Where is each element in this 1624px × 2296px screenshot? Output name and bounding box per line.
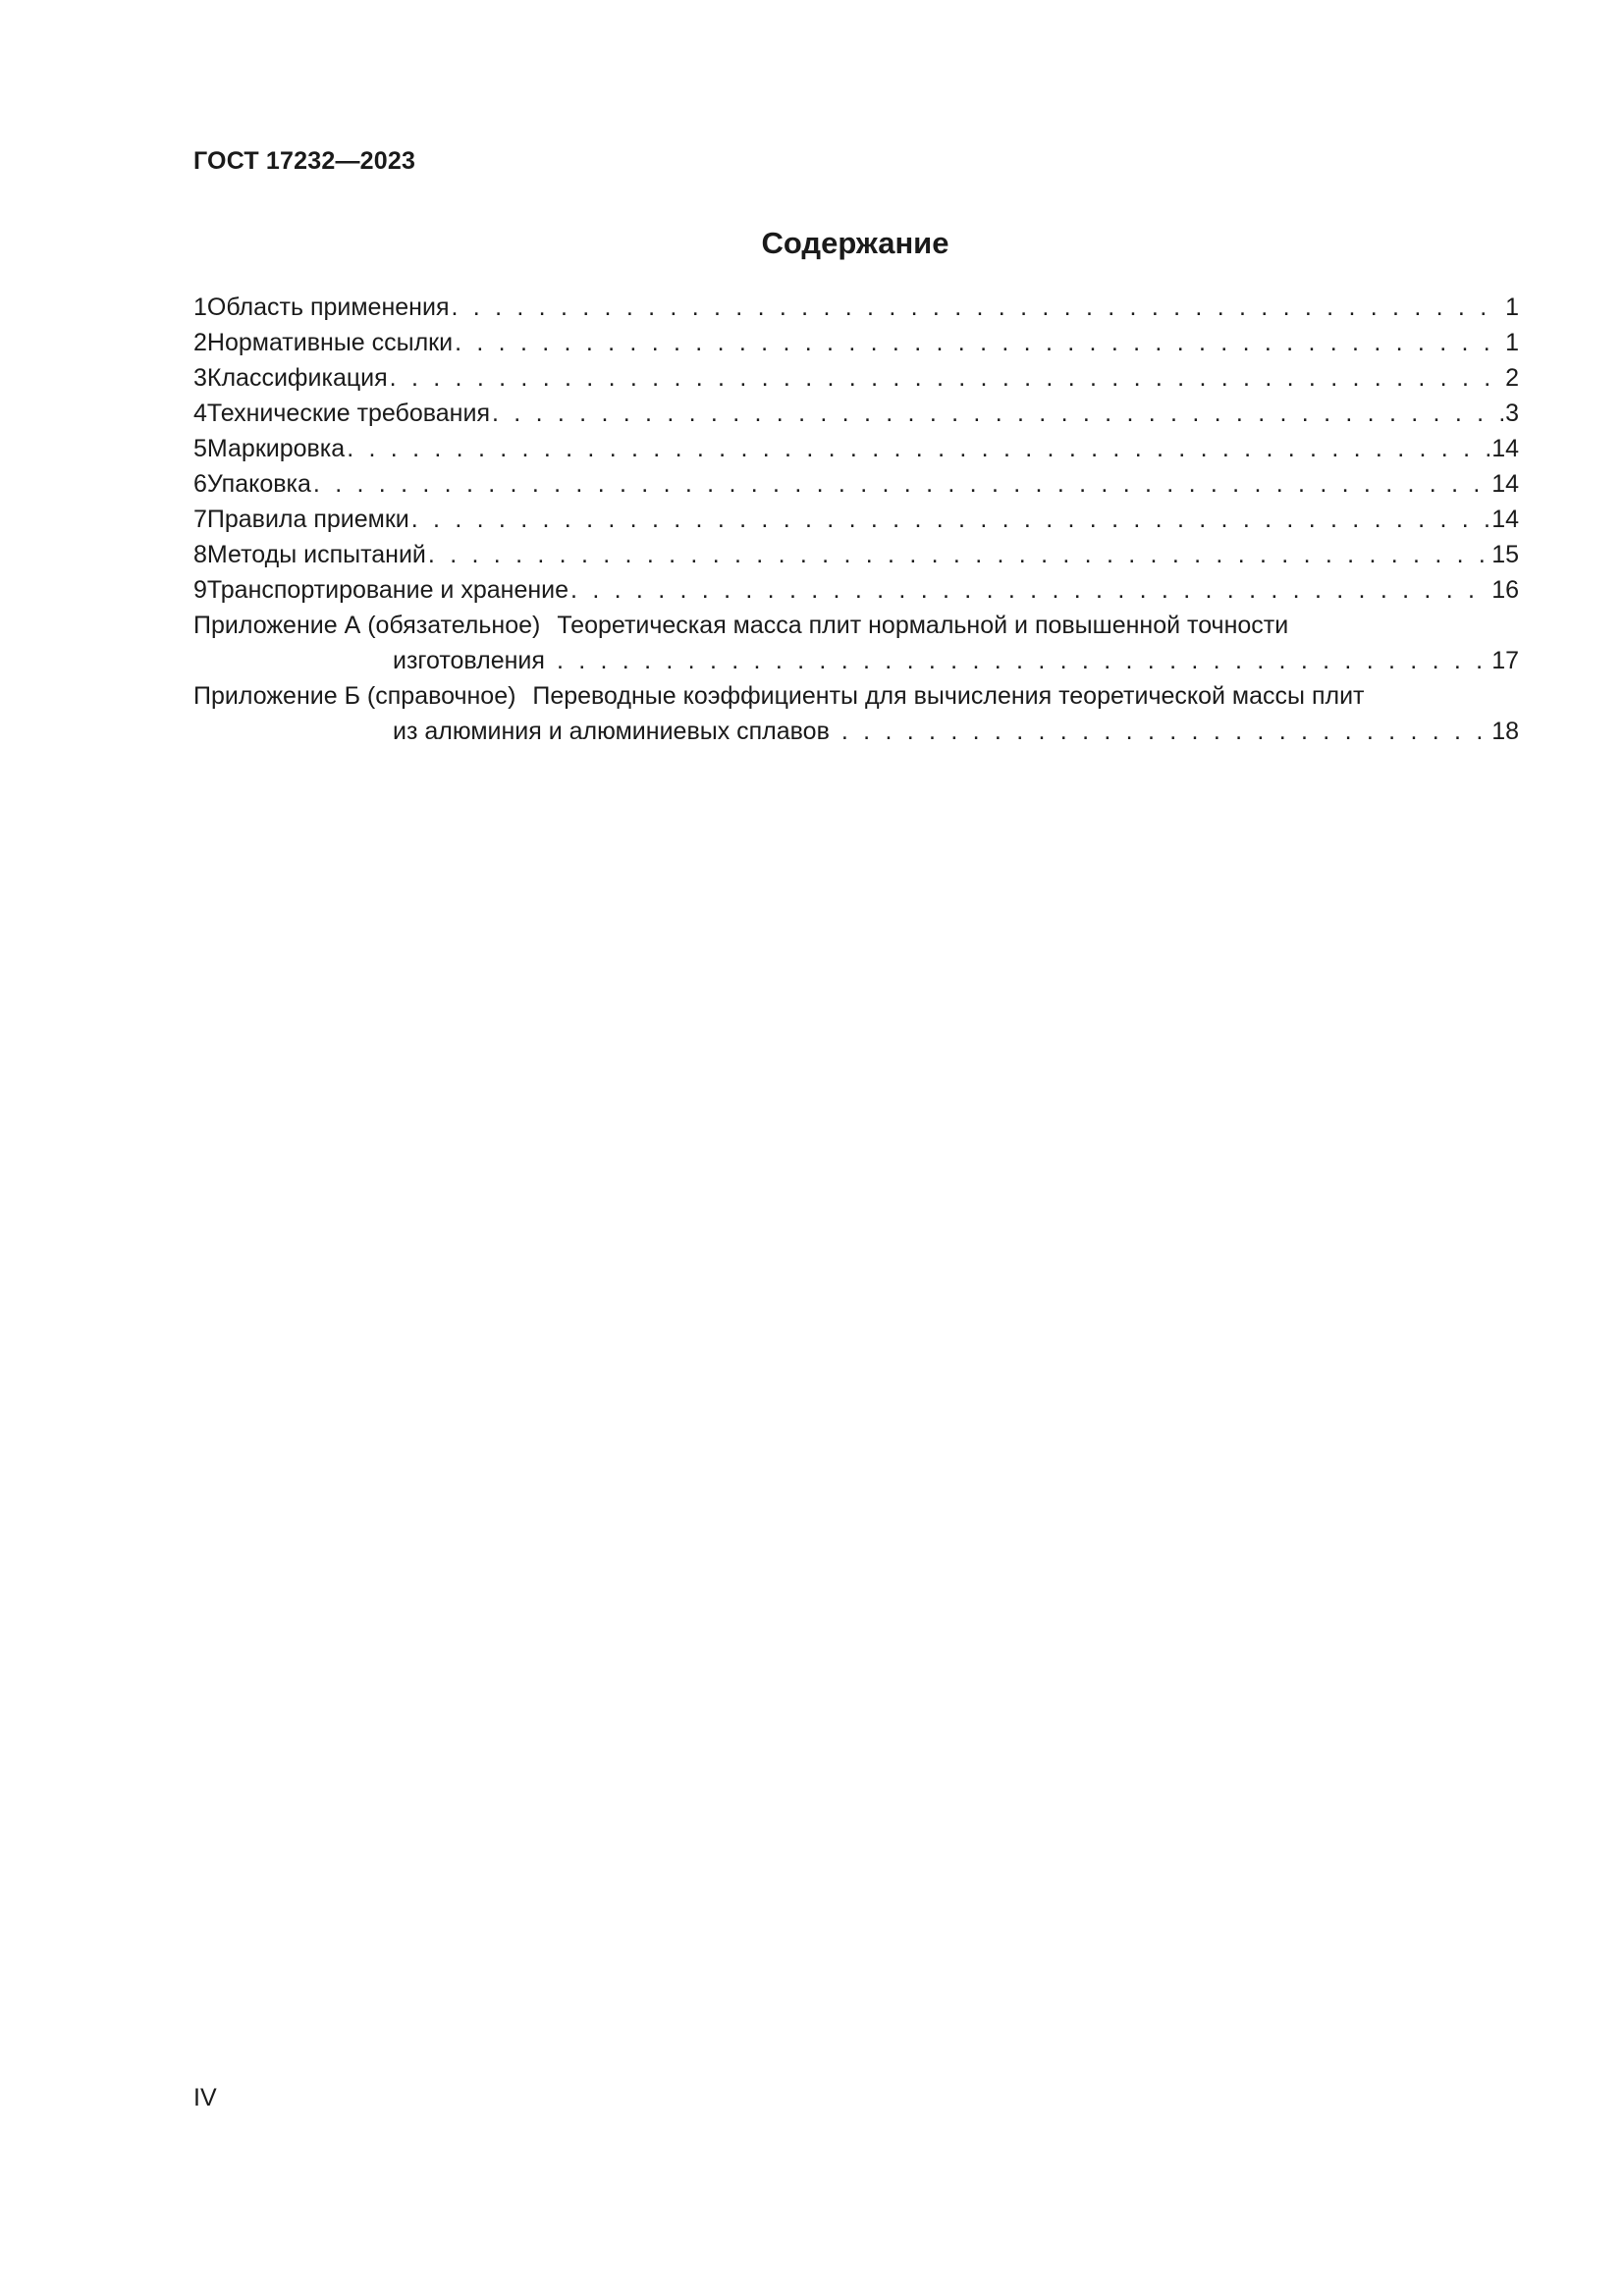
toc-entry[interactable] xyxy=(193,360,1519,396)
appendix-tag: Приложение Б (справочное) xyxy=(193,682,516,710)
toc-entry-number: 4 xyxy=(193,400,207,427)
dot-leader xyxy=(557,643,1489,678)
toc-entry-page: 3 xyxy=(1505,400,1519,427)
dot-leader xyxy=(570,572,1489,608)
toc-entry-page: 2 xyxy=(1505,364,1519,392)
appendix-page: 17 xyxy=(1491,647,1519,674)
toc-appendix-entry[interactable] xyxy=(193,678,1519,749)
toc-entry-number: 5 xyxy=(193,435,207,462)
toc-entry-label: Классификация xyxy=(206,364,388,392)
toc-entry-number: 9 xyxy=(193,576,207,604)
appendix-title-line2: изготовления xyxy=(393,647,545,674)
toc-entry-page: 14 xyxy=(1491,470,1519,498)
toc-entry[interactable] xyxy=(193,290,1519,325)
toc-appendix-entry[interactable] xyxy=(193,608,1519,678)
toc-entry-page: 16 xyxy=(1491,576,1519,604)
toc-entry[interactable] xyxy=(193,572,1519,608)
dot-leader xyxy=(428,537,1489,572)
toc-entry-page: 15 xyxy=(1491,541,1519,568)
toc-entry-page: 1 xyxy=(1505,294,1519,321)
toc-entry-label: Нормативные ссылки xyxy=(206,329,454,356)
toc-entry-label: Технические требования xyxy=(206,400,490,427)
toc-entry-label: Упаковка xyxy=(206,470,311,498)
toc-entry-label: Правила приемки xyxy=(206,506,409,533)
table-of-contents xyxy=(193,290,1519,749)
toc-entry-page: 14 xyxy=(1491,435,1519,462)
toc-entry-number: 1 xyxy=(193,294,207,321)
toc-entry-page: 1 xyxy=(1505,329,1519,356)
dot-leader xyxy=(492,396,1503,431)
toc-entry[interactable] xyxy=(193,502,1519,537)
toc-entry-number: 2 xyxy=(193,329,207,356)
dot-leader xyxy=(347,431,1489,466)
toc-entry[interactable] xyxy=(193,431,1519,466)
toc-entry-label: Транспортирование и хранение xyxy=(206,576,569,604)
toc-entry[interactable] xyxy=(193,396,1519,431)
page-number: IV xyxy=(193,2084,217,2111)
toc-entry[interactable] xyxy=(193,466,1519,502)
appendix-tag: Приложение А (обязательное) xyxy=(193,612,541,639)
appendix-title-line1: Переводные коэффициенты для вычисления теоретической массы плит xyxy=(532,682,1365,710)
document-id: ГОСТ 17232—2023 xyxy=(193,147,416,175)
dot-leader xyxy=(313,466,1489,502)
toc-entry-number: 8 xyxy=(193,541,207,568)
toc-entry-label: Область применения xyxy=(206,294,450,321)
dot-leader xyxy=(841,714,1489,749)
dot-leader xyxy=(451,290,1503,325)
toc-entry-label: Маркировка xyxy=(206,435,346,462)
toc-entry-number: 6 xyxy=(193,470,207,498)
toc-entry[interactable] xyxy=(193,537,1519,572)
toc-entry-label: Методы испытаний xyxy=(206,541,426,568)
toc-entry-page: 14 xyxy=(1491,506,1519,533)
dot-leader xyxy=(411,502,1489,537)
toc-title: Содержание xyxy=(761,226,949,260)
appendix-title-line2: из алюминия и алюминиевых сплавов xyxy=(393,718,830,745)
toc-entry[interactable] xyxy=(193,325,1519,360)
toc-entry-number: 7 xyxy=(193,506,207,533)
dot-leader xyxy=(455,325,1503,360)
toc-entry-number: 3 xyxy=(193,364,207,392)
appendix-title-line1: Теоретическая масса плит нормальной и повышенной точности xyxy=(557,612,1289,639)
dot-leader xyxy=(390,360,1503,396)
appendix-page: 18 xyxy=(1491,718,1519,745)
